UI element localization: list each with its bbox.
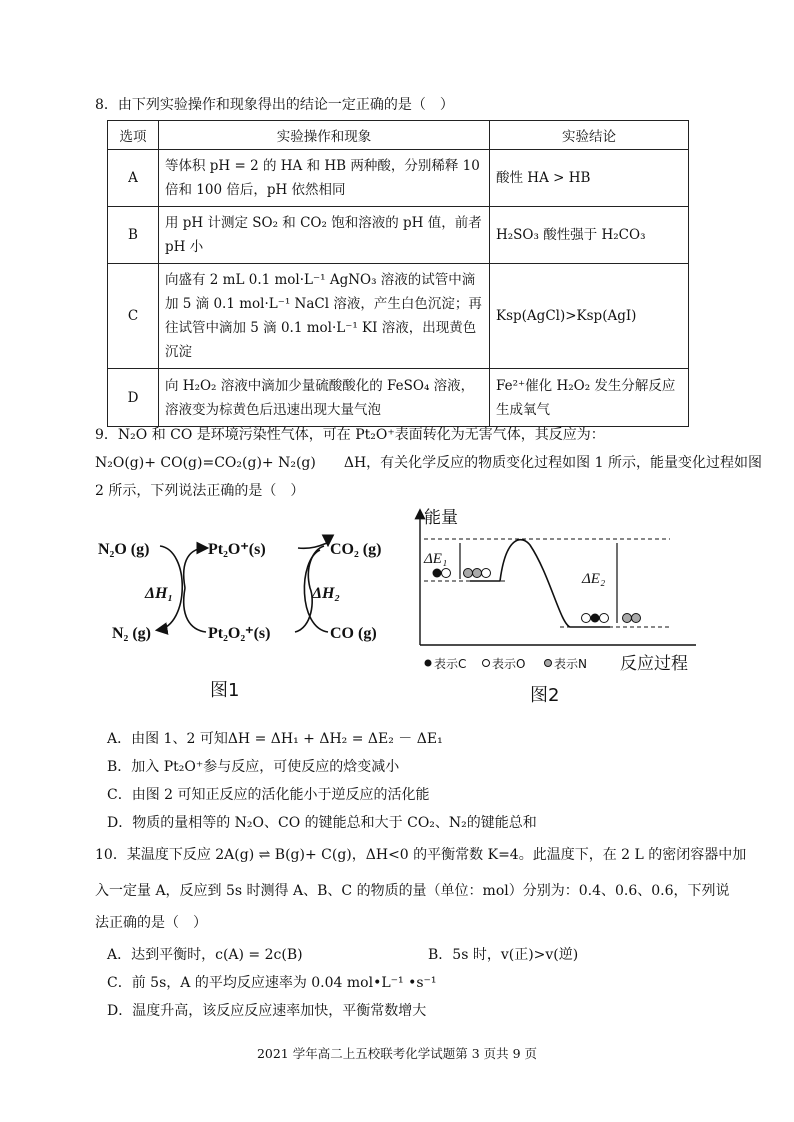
table-row: [108, 150, 689, 207]
x-axis-label: 反应过程: [620, 654, 688, 674]
row-operation: 向 H₂O₂ 溶液中滴加少量硫酸酸化的 FeSO₄ 溶液，溶液变为棕黄色后迅速出现大量气泡: [159, 369, 490, 427]
de2-label: ΔE₂: [582, 571, 606, 587]
q10-stem-line1: 10．某温度下反应 2A(g) ⇌ B(g)+ C(g)，ΔH<0 的平衡常数 K=4。此温度下，在 2 L 的密闭容器中加: [95, 847, 747, 863]
q10-option-d: D．温度升高，该反应反应速率加快，平衡常数增大: [107, 1003, 427, 1019]
q9-option-b: B．加入 Pt₂O⁺参与反应，可使反应的焓变减小: [107, 759, 400, 775]
row-option: D: [108, 369, 159, 427]
label-n2: N₂ (g): [112, 625, 152, 642]
q8-stem: 8．由下列实验操作和现象得出的结论一定正确的是（ ）: [95, 97, 454, 113]
legend-nitrogen-icon: [545, 660, 552, 667]
nitrogen-atom-icon: [473, 569, 482, 578]
label-n2o: N₂O (g): [98, 541, 150, 558]
q8-table: [107, 120, 689, 427]
nitrogen-atom-icon: [632, 614, 641, 623]
carbon-atom-icon: [591, 614, 600, 623]
y-axis-label: 能量: [424, 508, 458, 528]
legend-nitrogen: 表示N: [554, 657, 587, 671]
page-footer: 2021 学年高二上五校联考化学试题第 3 页共 9 页: [256, 1046, 538, 1061]
row-operation: 向盛有 2 mL 0.1 mol·L⁻¹ AgNO₃ 溶液的试管中滴加 5 滴 0.1 mol·L⁻¹ NaCl 溶液，产生白色沉淀；再往试管中滴加 5 滴 0.1 mol·L⁻¹ KI 溶液，出现黄色沉淀: [159, 264, 490, 369]
header-option: 选项: [108, 121, 159, 150]
label-co2: CO₂ (g): [330, 541, 382, 558]
nitrogen-atom-icon: [464, 569, 473, 578]
figure1-cycle-diagram: [90, 520, 400, 710]
row-conclusion: Ksp(AgCl)>Ksp(AgI): [490, 264, 689, 369]
q10-stem-line2: 入一定量 A，反应到 5s 时测得 A、B、C 的物质的量（单位：mol）分别为：0.4、0.6、0.6，下列说: [95, 883, 730, 899]
q9-stem-line3: 2 所示，下列说法正确的是（ ）: [95, 483, 305, 499]
label-pt2o: Pt₂O⁺(s): [208, 541, 266, 558]
oxygen-atom-icon: [582, 614, 591, 623]
header-operation: 实验操作和现象: [159, 121, 490, 150]
table-header-row: [108, 121, 689, 150]
legend-oxygen: 表示O: [492, 657, 526, 671]
figure2-energy-diagram: [410, 505, 700, 710]
arrow-left-join: [184, 588, 206, 632]
row-operation: 等体积 pH = 2 的 HA 和 HB 两种酸，分别稀释 10 倍和 100 倍后，pH 依然相同: [159, 150, 490, 207]
table-row: [108, 369, 689, 427]
legend-carbon: 表示C: [434, 657, 467, 671]
nitrogen-atom-icon: [623, 614, 632, 623]
q10-option-c: C．前 5s，A 的平均反应速率为 0.04 mol•L⁻¹ •s⁻¹: [107, 975, 437, 991]
row-option: B: [108, 207, 159, 264]
label-dh2: ΔH₂: [312, 585, 341, 602]
row-conclusion: H₂SO₃ 酸性强于 H₂CO₃: [490, 207, 689, 264]
figure2-caption: 图2: [530, 685, 560, 706]
oxygen-atom-icon: [482, 569, 491, 578]
q9-stem-line1: 9．N₂O 和 CO 是环境污染性气体，可在 Pt₂O⁺表面转化为无害气体，其反应为：: [95, 427, 605, 443]
oxygen-atom-icon: [442, 569, 451, 578]
de1-label: ΔE₁: [424, 551, 448, 567]
row-option: C: [108, 264, 159, 369]
legend-carbon-icon: [425, 660, 432, 667]
q9-option-c: C．由图 2 可知正反应的活化能小于逆反应的活化能: [107, 787, 430, 803]
row-conclusion: 酸性 HA > HB: [490, 150, 689, 207]
row-operation: 用 pH 计测定 SO₂ 和 CO₂ 饱和溶液的 pH 值，前者 pH 小: [159, 207, 490, 264]
oxygen-atom-icon: [600, 614, 609, 623]
carbon-atom-icon: [433, 569, 442, 578]
q9-option-d: D．物质的量相等的 N₂O、CO 的键能总和大于 CO₂、N₂的键能总和: [107, 815, 537, 831]
q9-stem-line2: N₂O(g)+ CO(g)=CO₂(g)+ N₂(g) ΔH，有关化学反应的物质变化过程如图 1 所示，能量变化过程如图: [95, 455, 762, 471]
label-co: CO (g): [330, 625, 377, 642]
legend-oxygen-icon: [483, 660, 490, 667]
table-row: [108, 264, 689, 369]
q10-option-b: B．5s 时，v(正)>v(逆): [428, 947, 579, 963]
q10-option-a: A．达到平衡时，c(A) = 2c(B): [107, 947, 303, 963]
table-row: [108, 207, 689, 264]
header-conclusion: 实验结论: [490, 121, 689, 150]
arrow-left-upper: [184, 548, 206, 588]
q9-option-a: A．由图 1、2 可知ΔH = ΔH₁ + ΔH₂ = ΔE₂ － ΔE₁: [107, 731, 443, 747]
row-conclusion: Fe²⁺催化 H₂O₂ 发生分解反应生成氧气: [490, 369, 689, 427]
figure1-caption: 图1: [210, 680, 240, 701]
row-option: A: [108, 150, 159, 207]
q10-stem-line3: 法正确的是（ ）: [95, 915, 207, 931]
label-pt2o2: Pt₂O₂⁺(s): [208, 625, 271, 642]
label-dh1: ΔH₁: [145, 585, 174, 602]
